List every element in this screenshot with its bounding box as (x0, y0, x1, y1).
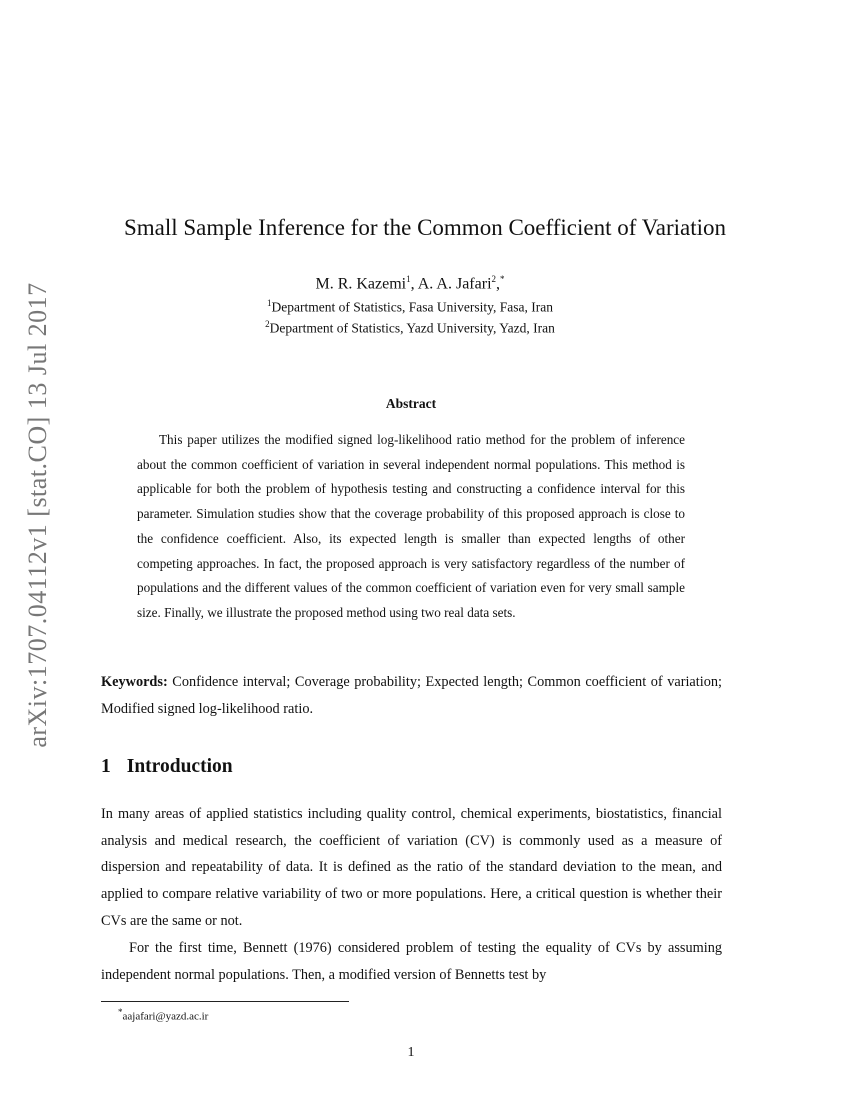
footnote-mark: * (118, 1007, 123, 1017)
affiliation-text: Department of Statistics, Fasa University, Fasa, Iran (271, 299, 553, 315)
abstract-heading: Abstract (385, 396, 437, 411)
section-number: 1 (101, 756, 111, 777)
affiliation-mark: 1 (406, 274, 411, 284)
affiliation-1 (0, 298, 820, 316)
affiliation-mark: 1 (267, 298, 272, 308)
arxiv-identifier-stamp: arXiv:1707.04112v1 [stat.CO] 13 Jul 2017 (23, 282, 52, 748)
keywords-label: Keywords: (101, 674, 168, 690)
section-title: Introduction (126, 756, 233, 777)
footnote-email: aajafari@yazd.ac.ir (122, 1010, 209, 1023)
affiliation-2 (0, 319, 820, 337)
affiliation-mark: 2 (491, 274, 497, 284)
author-name: A. A. Jafari (417, 275, 492, 293)
section-heading (101, 756, 233, 778)
author-suffix: , (496, 275, 501, 293)
keywords-paragraph (101, 669, 722, 723)
intro-paragraph-2: For the first time, Bennett (1976) considered problem of testing the equality of CVs by assuming independent normal populations. Then, a modified version of Bennetts test by (101, 940, 722, 983)
footnote (118, 1007, 208, 1023)
paper-title: Small Sample Inference for the Common Coefficient of Variation (123, 215, 727, 240)
intro-paragraph-1: In many areas of applied statistics including quality control, chemical experiments, biostatistics, financial analysis and medical research, the coefficient of variation (CV) is commonly used as a measure of dispersion and repeatability of data. It is defined as the ratio of the standard deviation to the mean, and applied to compare relative variability of two or more populations. Here, a critical question is whether their CVs are the same or not. (101, 806, 722, 929)
affiliation-mark: 2 (265, 319, 270, 329)
author-name: M. R. Kazemi (315, 275, 407, 293)
abstract-body: This paper utilizes the modified signed log-likelihood ratio method for the problem of inference about the common coefficient of variation in several independent normal populations. This method is applicable for both the problem of hypothesis testing and constructing a confidence interval for this parameter. Simulation studies show that the coverage probability of this proposed approach is close to the confidence coefficient. Also, its expected length is smaller than expected lengths of other competing approaches. In fact, the proposed approach is very satisfactory regardless of the number of populations and the different values of the common coefficient of variation even for very small sample size. Finally, we illustrate the proposed method using two real data sets. (137, 432, 685, 620)
author-separator: , (410, 275, 418, 293)
keywords-text: Confidence interval; Coverage probability; Expected length; Common coefficient of variation; Modified signed log-likelihood ratio. (101, 674, 722, 717)
footnote-mark: * (500, 274, 505, 284)
author-line (0, 274, 820, 293)
affiliation-text: Department of Statistics, Yazd University, Yazd, Iran (269, 320, 555, 336)
page-number: 1 (407, 1045, 415, 1060)
footnote-rule (101, 1001, 349, 1002)
